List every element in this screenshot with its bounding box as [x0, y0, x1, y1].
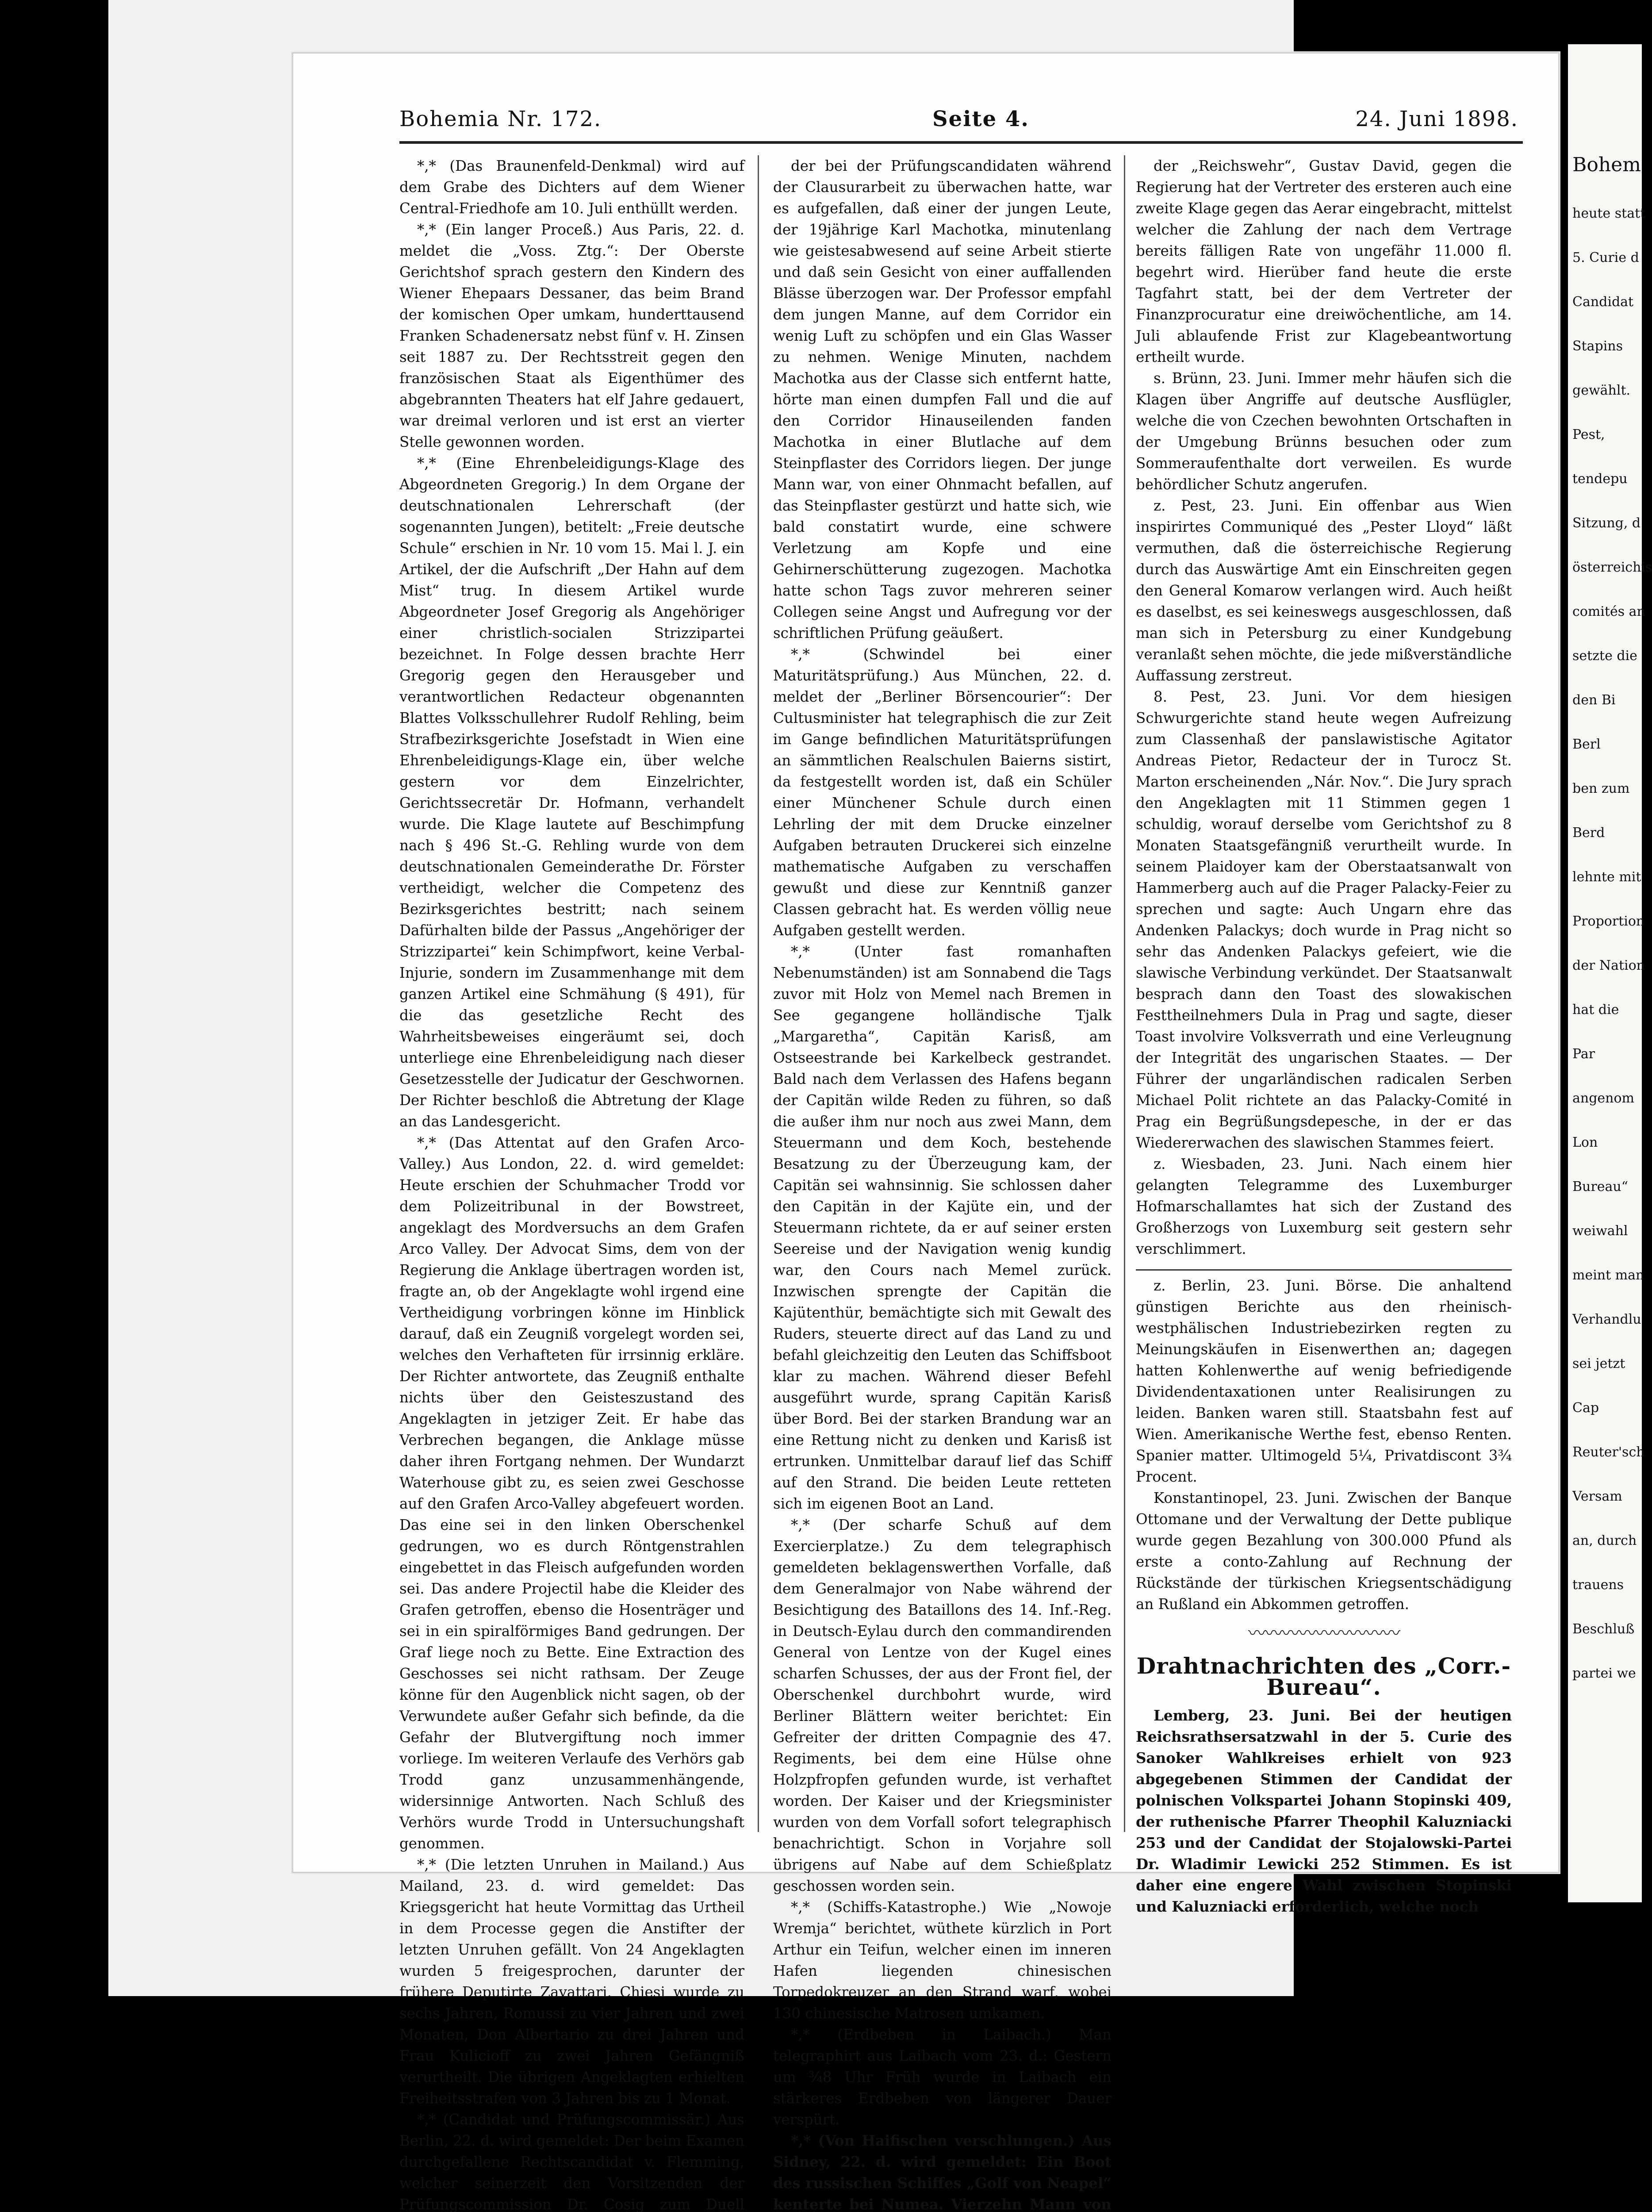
- ornamental-rule: 〰〰〰〰〰〰〰〰〰: [1248, 1623, 1399, 1644]
- article: *,* (Erdbeben in Laibach.) Man telegraphirt aus Laibach vom 23. d.: Gestern um ¾8 Uhr Früh wurde in Laibach ein stärkeres Erdbeben von längerer Dauer verspürt.: [773, 2026, 1112, 2128]
- adjacent-page-line: Proportion: [1572, 914, 1645, 929]
- adjacent-page-line: Versam: [1572, 1489, 1622, 1504]
- adjacent-page-line: Beschluß: [1572, 1621, 1635, 1637]
- article: z. Pest, 23. Juni. Ein offenbar aus Wien inspirirtes Communiqué des „Pester Lloyd“ läßt vermuthen, daß die österreichische Regierung durch das Auswärtige Amt ein Einschreiten gegen den General Komarow verlangen wird. Auch heißt es daselbst, es sei keineswegs ausgeschlossen, daß man sich in Petersburg zu einer Kundgebung veranlaßt sehen möchte, die jede mißverständliche Auffassung zerstreut.: [1136, 497, 1512, 684]
- adjacent-page-line: der Nation: [1572, 958, 1645, 973]
- adjacent-page-line: österreichis: [1572, 560, 1652, 575]
- adjacent-page-fragment: [1568, 44, 1652, 1902]
- article: *,* (Ein langer Proceß.) Aus Paris, 22. d. meldet die „Voss. Ztg.“: Der Oberste Gerichtshof sprach gestern den Kindern des Wiener Ehepaars Dessaner, das beim Brand der komischen Oper umkam, hunderttausend Franken Schadenersatz nebst fünf v. H. Zinsen seit 1887 zu. Der Rechtsstreit gegen den französischen Staat als Eigenthümer des abgebrannten Theaters hat elf Jahre gedauert, war dreimal verloren und ist erst an vierter Stelle gewonnen worden.: [399, 221, 744, 450]
- article: *,* (Eine Ehrenbeleidigungs-Klage des Abgeordneten Gregorig.) In dem Organe der deutschnationalen Lehrerschaft (der sogenannten Jungen), betitelt: „Freie deutsche Schule“ erschien in Nr. 10 vom 15. Mai l. J. ein Artikel, der die Aufschrift „Der Hahn auf dem Mist“ trug. In diesem Artikel wurde Abgeordneter Josef Gregorig als Angehöriger einer christlich-socialen Strizzipartei bezeichnet. In Folge dessen brachte Herr Gregorig gegen den Herausgeber und verantwortlichen Redacteur obgenannten Blattes Volksschullehrer Rudolf Rehling, beim Strafbezirksgerichte Josefstadt in Wien eine Ehrenbeleidigungs-Klage ein, über welche gestern vor dem Einzelrichter, Gerichtssecretär Dr. Hofmann, verhandelt wurde. Die Klage lautete auf Beschimpfung nach § 496 St.-G. Rehling wurde von dem deutschnationalen Gemeinderathe Dr. Förster vertheidigt, welcher die Competenz des Bezirksgerichtes bestritt; nach seinem Dafürhalten bilde der Passus „Angehöriger der Strizzipartei“ kein Schimpfwort, keine Verbal-Injurie, sondern im Zusammenhange mit dem ganzen Artikel eine Schmähung (§ 491), für die das gesetzliche Recht des Wahrheitsbeweises eingeräumt sei, doch unterliege eine Ehrenbeleidigung nach dieser Gesetzesstelle der Judicatur der Geschwornen. Der Richter beschloß die Abtretung der Klage an das Landesgericht.: [399, 455, 744, 1130]
- adjacent-page-line: an, durch: [1572, 1533, 1637, 1548]
- adjacent-page-line: comités an: [1572, 604, 1645, 619]
- column-3: [1136, 155, 1512, 1915]
- article: z. Wiesbaden, 23. Juni. Nach einem hier gelangten Telegramme des Luxemburger Hofmarschallamtes hat sich der Zustand des Großherzogs von Luxemburg seit gestern sehr verschlimmert.: [1136, 1156, 1512, 1257]
- article: *,* (Das Braunenfeld-Denkmal) wird auf dem Grabe des Dichters auf dem Wiener Central-Friedhofe am 10. Juli enthüllt werden.: [399, 157, 744, 217]
- adjacent-page-line: hat die: [1572, 1002, 1619, 1018]
- adjacent-page-line: trauens: [1572, 1577, 1624, 1593]
- adjacent-page-line: lehnte mit: [1572, 869, 1641, 885]
- adjacent-page-line: Verhandlu: [1572, 1312, 1641, 1327]
- column-1: [399, 155, 744, 2212]
- adjacent-page-line: Stapins: [1572, 338, 1623, 354]
- article: s. Brünn, 23. Juni. Immer mehr häufen sich die Klagen über Angriffe auf deutsche Ausflügler, welche die von Czechen bewohnten Ortschaften in der Umgebung Brünns besuchen oder zum Sommeraufenthalte dort verweilen. Es wurde behördlicher Schutz angerufen.: [1136, 370, 1512, 493]
- adjacent-page-line: heute statt: [1572, 206, 1646, 221]
- adjacent-page-line: ben zum: [1572, 781, 1630, 796]
- adjacent-page-line: meint man: [1572, 1267, 1644, 1283]
- page-header: [293, 107, 1558, 142]
- header-page-number: Seite 4.: [932, 107, 1029, 131]
- adjacent-page-line: sei jetzt: [1572, 1356, 1625, 1371]
- article: *,* (Candidat und Prüfungscommissär.) Aus Berlin, 22. d. wird gemeldet: Der beim Examen durchgefallene Rechtscandidat v. Flemming, welcher seinerzeit den Vorsitzenden der Prüfungscommission Dr. Cosig zum Duell: [399, 2111, 744, 2212]
- article: Konstantinopel, 23. Juni. Zwischen der Banque Ottomane und der Verwaltung der Dette publique wurde gegen Bezahlung von 300.000 Pfund als erste a conto-Zahlung auf Rechnung der Rückstände der türkischen Kriegsentschädigung an Rußland ein Abkommen getroffen.: [1136, 1490, 1512, 1613]
- adjacent-page-line: Bureau“: [1572, 1179, 1629, 1194]
- article: Lemberg, 23. Juni. Bei der heutigen Reichsrathsersatzwahl in der 5. Curie des Sanoker Wahlkreises erhielt von 923 abgegebenen Stimmen der Candidat der polnischen Volkspartei Johann Stopinski 409, der ruthenische Pfarrer Theophil Kaluzniacki 253 und der Candidat der Stojalowski-Partei Dr. Wladimir Lewicki 252 Stimmen. Es ist daher eine engere Wahl zwischen Stopinski und Kaluzniacki erforderlich, welche noch: [1136, 1707, 1512, 1915]
- header-date: 24. Juni 1898.: [1355, 107, 1518, 131]
- adjacent-page-line: tendepu: [1572, 471, 1628, 487]
- adjacent-page-lines: [1572, 204, 1652, 1708]
- section-divider: [1136, 1269, 1512, 1271]
- adjacent-page-line: weiwahl: [1572, 1223, 1628, 1239]
- article: *,* (Schwindel bei einer Maturitätsprüfung.) Aus München, 22. d. meldet der „Berliner Börsencourier“: Der Cultusminister hat telegraphisch die zur Zeit im Gange befindlichen Maturitätsprüfungen an sämmtlichen Realschulen Baierns sistirt, da festgestellt worden ist, daß ein Schüler einer Münchener Schule durch einen Lehrling der mit dem Drucke einzelner Aufgaben betrauten Druckerei sich einzelne mathematische Aufgaben zu verschaffen gewußt und diese zur Kenntniß ganzer Classen gebracht hat. Es werden völlig neue Aufgaben gestellt werden.: [773, 646, 1112, 939]
- adjacent-page-line: setzte die: [1572, 648, 1637, 664]
- article: *,* (Unter fast romanhaften Nebenumständen) ist am Sonnabend die Tags zuvor mit Holz von Memel nach Bremen in See gegangene holländische Tjalk „Margaretha“, Capitän Karisß, am Ostseestrande bei Karkelbeck gestrandet. Bald nach dem Verlassen des Hafens begann der Capitän wilde Reden zu führen, so daß die außer ihm nur noch aus zwei Mann, dem Steuermann und dem Koch, bestehende Besatzung zu der Überzeugung kam, der Capitän sei wahnsinnig. Sie schlossen daher den Capitän in der Kajüte ein, und der Steuermann richtete, da er auf seiner ersten Seereise und der Navigation wenig kundig war, den Cours nach Memel zurück. Inzwischen sprengte der Capitän die Kajütenthür, bemächtigte sich mit Gewalt des Ruders, steuerte direct auf das Land zu und befahl gleichzeitig den Leuten das Schiffsboot klar zu machen. Während dieser Befehl ausgeführt wurde, sprang Capitän Karisß über Bord. Bei der starken Brandung war an eine Rettung nicht zu denken und Karisß ist ertrunken. Unmittelbar darauf lief das Schiff auf den Strand. Die beiden Leute retteten sich im eigenen Boot an Land.: [773, 943, 1112, 1512]
- adjacent-page-line: Berl: [1572, 737, 1601, 752]
- column-divider: [1124, 155, 1125, 1832]
- adjacent-page-line: gewählt.: [1572, 383, 1631, 398]
- adjacent-page-line: partei we: [1572, 1666, 1636, 1681]
- header-masthead: Bohemia Nr. 172.: [399, 107, 602, 131]
- adjacent-page-line: angenom: [1572, 1091, 1634, 1106]
- header-rule: [399, 141, 1523, 144]
- article: *,* (Von Haifischen verschlungen.) Aus Sidney, 22. d. wird gemeldet: Ein Boot des russischen Schiffes „Golf von Neapel“ kenterte bei Numea. Vierzehn Mann von: [773, 2132, 1112, 2212]
- adjacent-page-line: Cap: [1572, 1400, 1599, 1416]
- article: *,* (Schiffs-Katastrophe.) Wie „Nowoje Wremja“ berichtet, wüthete kürzlich in Port Arthur ein Teifun, welcher einen im inneren Hafen liegenden chinesischen Torpedokreuzer an den Strand warf, wobei 130 chinesische Matrosen umkamen.: [773, 1899, 1112, 2022]
- adjacent-page-line: 5. Curie d: [1572, 250, 1639, 265]
- adjacent-page-line: den Bi: [1572, 692, 1616, 708]
- article: der „Reichswehr“, Gustav David, gegen die Regierung hat der Vertreter des ersteren auch eine zweite Klage gegen das Aerar eingebracht, mittelst welcher die Zahlung der nach dem Vertrage bereits fälligen Rate von ungefähr 11.000 fl. begehrt wird. Hierüber fand heute die erste Tagfahrt statt, bei der dem Vertreter der Finanzprocuratur eine dreiwöchentliche, am 14. Juli ablaufende Frist zur Klagebeantwortung ertheilt wurde.: [1136, 157, 1512, 365]
- adjacent-page-line: Candidat: [1572, 294, 1634, 310]
- adjacent-page-line: Lon: [1572, 1135, 1598, 1150]
- column-2: [773, 155, 1112, 2212]
- adjacent-page-line: Berd: [1572, 825, 1605, 841]
- adjacent-page-header: Bohem: [1572, 154, 1641, 176]
- section-title-corr-bureau: Drahtnachrichten des „Corr.-Bureau“.: [1136, 1653, 1511, 1700]
- adjacent-page-line: Pest,: [1572, 427, 1605, 442]
- article: *,* (Das Attentat auf den Grafen Arco-Valley.) Aus London, 22. d. wird gemeldet: Heute erschien der Schuhmacher Trodd vor dem Polizeitribunal in der Bowstreet, angeklagt des Mordversuchs an dem Grafen Arco Valley. Der Advocat Sims, dem von der Regierung die Anklage übertragen worden ist, fragte an, ob der Angeklagte wohl irgend eine Vertheidigung vorbringen könne im Hinblick darauf, daß ein Zeugniß vorgelegt worden sei, welches den Verhafteten für irrsinnig erkläre. Der Richter antwortete, das Zeugniß enthalte nichts über den Geisteszustand des Angeklagten in jetziger Zeit. Er habe das Verbrechen begangen, die Anklage müsse daher ihren Fortgang nehmen. Der Wundarzt Waterhouse gibt zu, es seien zwei Geschosse auf den Grafen Arco-Valley abgefeuert worden. Das eine sei in den linken Oberschenkel gedrungen, wo es durch Röntgenstrahlen eingebettet in das Fleisch aufgefunden worden sei. Das andere Projectil habe die Kleider des Grafen getroffen, ebenso die Hosenträger und sei in ein spiralförmiges Band gedrungen. Der Graf liege noch zu Bette. Eine Extraction des Geschosses sei nicht rathsam. Der Zeuge könne für den Augenblick nicht sagen, ob der Verwundete außer Gefahr sich befinde, da die Gefahr der Blutvergiftung noch immer vorliege. Im weiteren Verlaufe des Verhörs gab Trodd ganz unzusammenhängende, widersinnige Antworten. Nach Schluß des Verhörs wurde Trodd in Untersuchungshaft genommen.: [399, 1134, 744, 1852]
- adjacent-page-line: Sitzung, d: [1572, 515, 1641, 531]
- article: *,* (Die letzten Unruhen in Mailand.) Aus Mailand, 23. d. wird gemeldet: Das Kriegsgericht hat heute Vormittag das Urtheil in dem Processe gegen die Anstifter der letzten Unruhen gefällt. Von 24 Angeklagten wurden 5 freigesprochen, darunter der frühere Deputirte Zavattari. Chiesi wurde zu sechs Jahren, Romussi zu vier Jahren und zwei Monaten, Don Albertario zu drei Jahren und Frau Kulicioff zu zwei Jahren Gefängniß verurtheilt. Die übrigen Angeklagten erhielten Freiheitsstrafen von 3 Jahren bis zu 1 Monat.: [399, 1856, 744, 2107]
- adjacent-page-line: Reuter'sch: [1572, 1444, 1645, 1460]
- newspaper-page: [292, 52, 1560, 2212]
- column-divider: [758, 155, 759, 1832]
- article: 8. Pest, 23. Juni. Vor dem hiesigen Schwurgerichte stand heute wegen Aufreizung zum Classenhaß der panslawistische Agitator Andreas Pietor, Redacteur der in Turocz St. Marton erscheinenden „Nár. Nov.“. Die Jury sprach den Angeklagten mit 11 Stimmen gegen 1 schuldig, worauf derselbe vom Gerichtshof zu 8 Monaten Staatsgefängniß verurtheilt wurde. In seinem Plaidoyer kam der Oberstaatsanwalt von Hammerberg auch auf die Prager Palacky-Feier zu sprechen und sagte: Auch Ungarn ehre das Andenken Palackys; doch wurde in Prag nicht so sehr das Andenken Palackys gefeiert, wie die slawische Verbindung verkündet. Der Staatsanwalt besprach dann den Toast des slowakischen Festtheilnehmers Dula in Prag und sagte, dieser Toast involvire Volksverrath und eine Verleugnung der Integrität des ungarischen Staates. — Der Führer der ungarländischen radicalen Serben Michael Polit richtete an das Palacky-Comité in Prag ein Begrüßungsdepesche, in der er das Wiedererwachen des slawischen Stammes feiert.: [1136, 688, 1512, 1151]
- article: z. Berlin, 23. Juni. Börse. Die anhaltend günstigen Berichte aus den rheinisch-westphälischen Industriebezirken regten zu Meinungskäufen in Eisenwerthen an; dagegen hatten Kohlenwerthe auf wenig befriedigende Dividendentaxationen unter Realisirungen zu leiden. Banken waren still. Staatsbahn fest auf Wien. Amerikanische Werthe fest, ebenso Renten. Spanier matter. Ultimogeld 5¼, Privatdiscont 3¾ Procent.: [1136, 1277, 1512, 1485]
- adjacent-page-line: Par: [1572, 1046, 1595, 1062]
- article: der bei der Prüfungscandidaten während der Clausurarbeit zu überwachen hatte, war es aufgefallen, daß einer der jungen Leute, der 19jährige Karl Machotka, minutenlang wie geistesabwesend auf seine Arbeit stierte und daß sein Gesicht von einer auffallenden Blässe überzogen war. Der Professor empfahl dem jungen Manne, auf dem Corridor ein wenig Luft zu schöpfen und ein Glas Wasser zu nehmen. Wenige Minuten, nachdem Machotka aus der Classe sich entfernt hatte, hörte man einen dumpfen Fall und die auf den Corridor Hinauseilenden fanden Machotka in einer Blutlache auf dem Steinpflaster des Corridors liegen. Der junge Mann war, von einer Ohnmacht befallen, auf das Steinpflaster gestürzt und hatte sich, wie bald constatirt wurde, eine schwere Verletzung am Kopfe und eine Gehirnerschütterung zugezogen. Machotka hatte schon Tags zuvor mehreren seiner Collegen seine Angst und Aufregung vor der schriftlichen Prüfung geäußert.: [773, 157, 1112, 641]
- article: *,* (Der scharfe Schuß auf dem Exercierplatze.) Zu dem telegraphisch gemeldeten beklagenswerthen Vorfalle, daß dem Generalmajor von Nabe während der Besichtigung des Bataillons des 14. Inf.-Reg. in Deutsch-Eylau durch den commandirenden General von Lentze von der Kugel eines scharfen Schusses, der aus der Front fiel, der Oberschenkel durchbohrt wurde, wird Berliner Blättern weiter berichtet: Ein Gefreiter der dritten Compagnie des 47. Regiments, bei dem eine Hülse ohne Holzpfropfen gefunden wurde, ist verhaftet worden. Der Kaiser und der Kriegsminister wurden von dem Vorfall sofort telegraphisch benachrichtigt. Schon in Vorjahre soll übrigens auf Nabe auf dem Schießplatz geschossen worden sein.: [773, 1517, 1112, 1894]
